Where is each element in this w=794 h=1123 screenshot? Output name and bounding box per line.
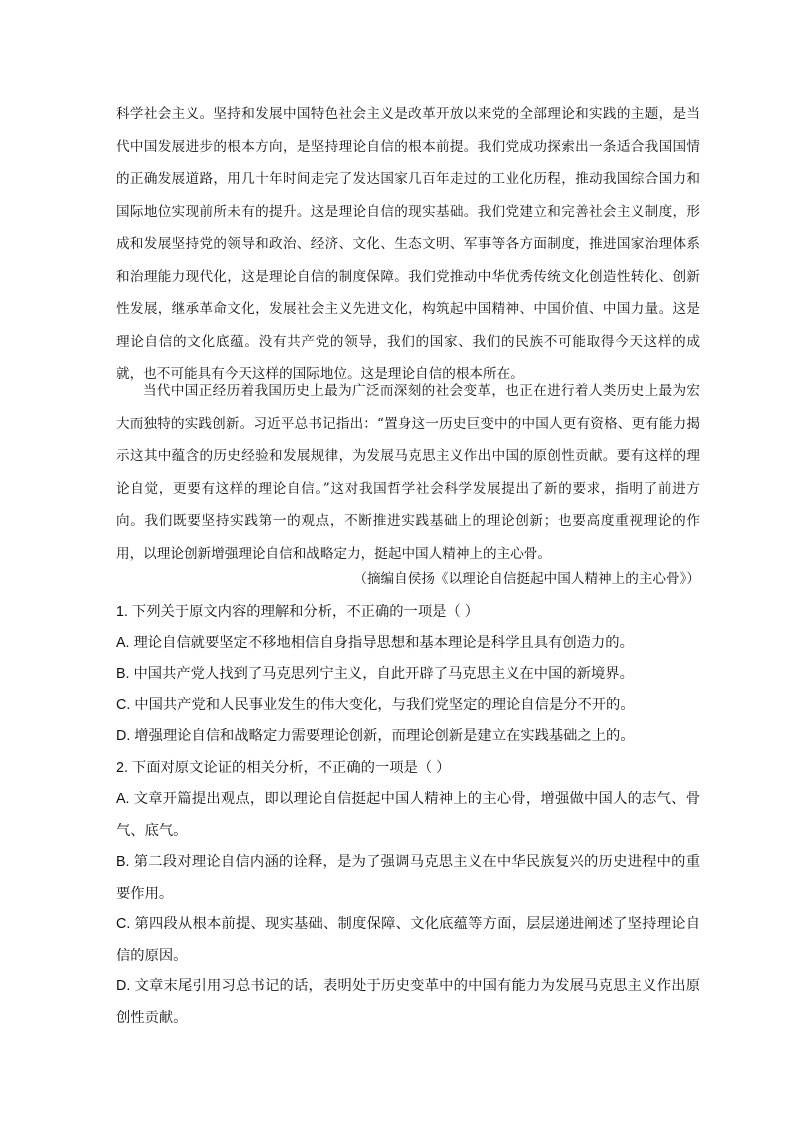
question-1-option-c: C. 中国共产党和人民事业发生的伟大变化，与我们党坚定的理论自信是分不开的。 <box>116 697 635 713</box>
question-2-option-c: C. 第四段从根本前提、现实基础、制度保障、文化底蕴等方面，层层递进阐述了坚持理论自信的原因。 <box>116 916 700 964</box>
passage-source: （摘编自侯扬《以理论自信挺起中国人精神上的主心骨》） <box>353 571 700 587</box>
question-2-option-d: D. 文章末尾引用习总书记的话，表明处于历史变革中的中国有能力为发展马克思主义作出原创性贡献。 <box>116 978 700 1026</box>
passage-paragraph-1: 科学社会主义。坚持和发展中国特色社会主义是改革开放以来党的全部理论和实践的主题，是当代中国发展进步的根本方向，是坚持理论自信的根本前提。我们党成功探索出一条适合我国国情的正确发展道路，用几十年时间走完了发达国家几百年走过的工业化历程，推动我国综合国力和国际地位实现前所未有的提升。这是理论自信的现实基础。我们党建立和完善社会主义制度，形成和发展坚持党的领导和政治、经济、文化、生态文明、军事等各方面制度，推进国家治理体系和治理能力现代化，这是理论自信的制度保障。我们党推动中华优秀传统文化创造性转化、创新性发展，继承革命文化，发展社会主义先进文化，构筑起中国精神、中国价值、中国力量。这是理论自信的文化底蕴。没有共产党的领导，我们的国家、我们的民族不可能取得今天这样的成就，也不可能具有今天这样的国际地位。这是理论自信的根本所在。 <box>116 106 700 382</box>
question-1-option-d: D. 增强理论自信和战略定力需要理论创新，而理论创新是建立在实践基础之上的。 <box>116 728 635 744</box>
passage-paragraph-2: 当代中国正经历着我国历史上最为广泛而深刻的社会变革，也正在进行着人类历史上最为宏大而独特的实践创新。习近平总书记指出：“置身这一历史巨变中的中国人更有资格、更有能力揭示这其中蕴含的历史经验和发展规律，为发展马克思主义作出中国的原创性贡献。要有这样的理论自觉，更要有这样的理论自信。”这对我国哲学社会科学发展提出了新的要求，指明了前进方向。我们既要坚持实践第一的观点，不断推进实践基础上的理论创新；也要高度重视理论的作用，以理论创新增强理论自信和战略定力，挺起中国人精神上的主心骨。 <box>116 383 700 562</box>
question-1-stem: 1. 下列关于原文内容的理解和分析，不正确的一项是（ ） <box>116 604 479 620</box>
question-2-stem: 2. 下面对原文论证的相关分析，不正确的一项是（ ） <box>116 760 451 776</box>
question-2-option-a: A. 文章开篇提出观点，即以理论自信挺起中国人精神上的主心骨，增强做中国人的志气、骨气、底气。 <box>116 791 700 839</box>
question-1-option-b: B. 中国共产党人找到了马克思列宁主义，自此开辟了马克思主义在中国的新境界。 <box>116 666 634 682</box>
question-1-option-a: A. 理论自信就要坚定不移地相信自身指导思想和基本理论是科学且具有创造力的。 <box>116 635 634 651</box>
question-2-option-b: B. 第二段对理论自信内涵的诠释，是为了强调马克思主义在中华民族复兴的历史进程中的重要作用。 <box>116 854 700 902</box>
